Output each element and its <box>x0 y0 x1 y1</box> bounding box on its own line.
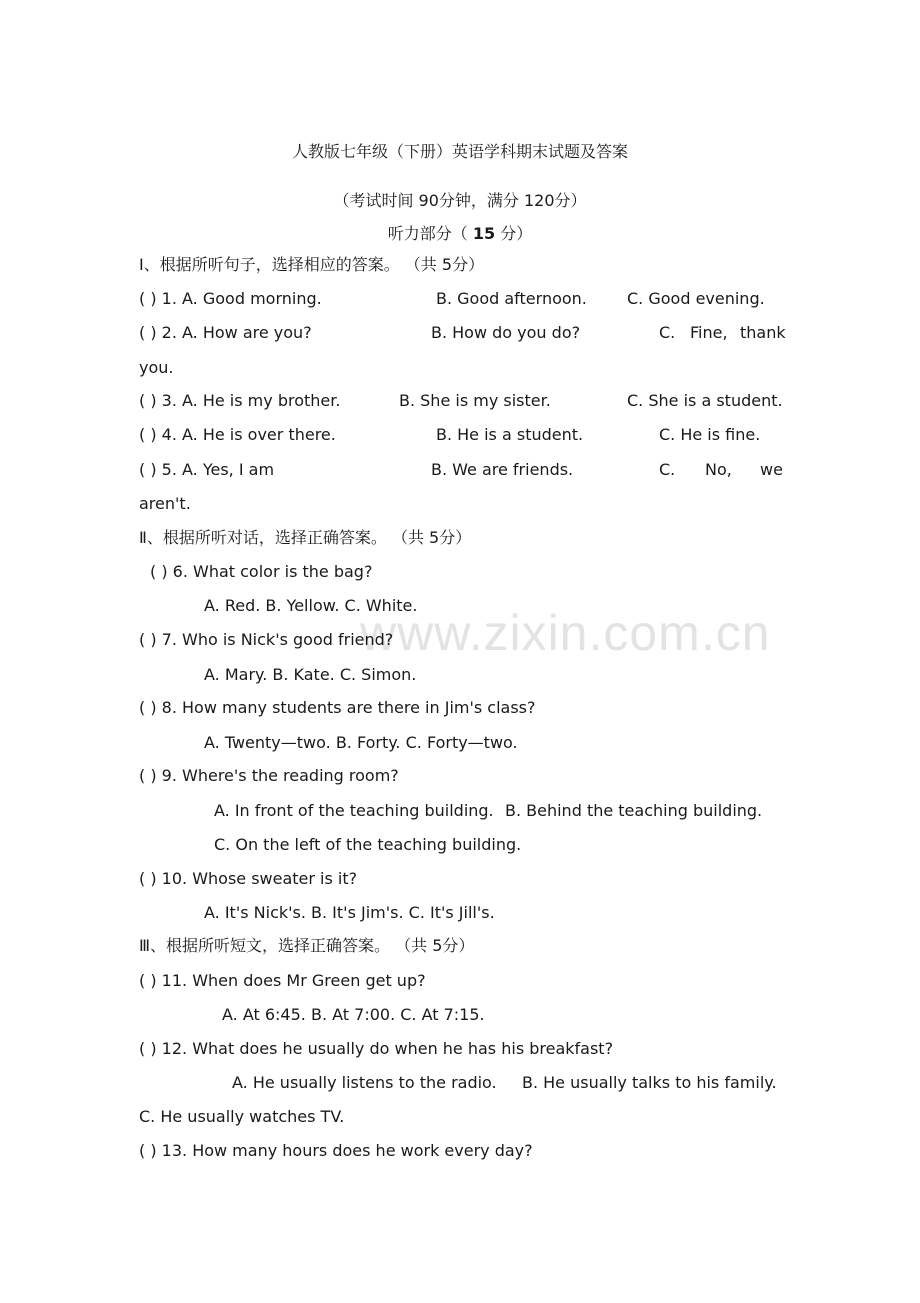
question-2-option-c-word1: Fine, <box>690 323 728 342</box>
watermark: www.zixin.com.cn <box>360 605 771 661</box>
listening-tail: 分） <box>500 224 533 243</box>
question-1-option-c: C. Good evening. <box>627 289 765 308</box>
question-8-options: A. Twenty—two. B. Forty. C. Forty—two. <box>204 733 518 752</box>
question-2-option-b: B. How do you do? <box>431 323 581 342</box>
question-13-stem: ( ) 13. How many hours does he work every day? <box>139 1141 533 1160</box>
question-2-option-c-letter: C. <box>659 323 676 342</box>
question-12-option-a: A. He usually listens to the radio. <box>232 1073 497 1092</box>
question-4-option-b: B. He is a student. <box>436 425 584 444</box>
page-title: 人教版七年级（下册）英语学科期末试题及答案 <box>291 142 628 161</box>
question-12-continuation: C. He usually watches TV. <box>139 1107 345 1126</box>
question-9-option-c: C. On the left of the teaching building. <box>214 835 522 854</box>
question-10-options: A. It's Nick's. B. It's Jim's. C. It's Jill's. <box>204 903 495 922</box>
exam-info: （考试时间 90分钟，满分 120分） <box>333 191 587 210</box>
question-11-stem: ( ) 11. When does Mr Green get up? <box>139 971 426 990</box>
question-1-stem: ( ) 1. A. Good morning. <box>139 289 322 308</box>
question-6-options: A. Red. B. Yellow. C. White. <box>204 596 418 615</box>
question-5-option-c-word2: we <box>760 460 783 479</box>
question-3-option-c: C. She is a student. <box>627 391 783 410</box>
question-2-option-c-word2: thank <box>740 323 786 342</box>
question-12-option-b: B. He usually talks to his family. <box>522 1073 777 1092</box>
question-5-option-c-word1: No, <box>705 460 732 479</box>
question-2-continuation: you. <box>139 358 174 377</box>
question-6-stem: ( ) 6. What color is the bag? <box>150 562 373 581</box>
section-2-heading: Ⅱ、根据所听对话，选择正确答案。 （共 5分） <box>139 528 472 547</box>
question-2-stem: ( ) 2. A. How are you? <box>139 323 312 342</box>
question-7-options: A. Mary. B. Kate. C. Simon. <box>204 665 417 684</box>
section-3-heading: Ⅲ、根据所听短文，选择正确答案。 （共 5分） <box>139 936 475 955</box>
question-12-stem: ( ) 12. What does he usually do when he has his breakfast? <box>139 1039 614 1058</box>
question-9-option-b: B. Behind the teaching building. <box>505 801 763 820</box>
question-8-stem: ( ) 8. How many students are there in Jim's class? <box>139 698 536 717</box>
question-5-continuation: aren't. <box>139 494 191 513</box>
question-10-stem: ( ) 10. Whose sweater is it? <box>139 869 358 888</box>
question-3-stem: ( ) 3. A. He is my brother. <box>139 391 341 410</box>
listening-score: 15 <box>472 224 496 243</box>
question-5-option-c-letter: C. <box>659 460 676 479</box>
question-4-stem: ( ) 4. A. He is over there. <box>139 425 336 444</box>
question-11-options: A. At 6:45. B. At 7:00. C. At 7:15. <box>222 1005 485 1024</box>
question-9-stem: ( ) 9. Where's the reading room? <box>139 766 399 785</box>
section-1-heading: Ⅰ、根据所听句子，选择相应的答案。 （共 5分） <box>139 255 485 274</box>
question-5-option-b: B. We are friends. <box>431 460 574 479</box>
listening-header <box>0 221 920 244</box>
question-5-stem: ( ) 5. A. Yes, I am <box>139 460 275 479</box>
question-3-option-b: B. She is my sister. <box>399 391 551 410</box>
question-1-option-b: B. Good afternoon. <box>436 289 587 308</box>
question-9-option-a: A. In front of the teaching building. <box>214 801 494 820</box>
listening-label: 听力部分（ <box>387 224 468 243</box>
question-4-option-c: C. He is fine. <box>659 425 761 444</box>
question-7-stem: ( ) 7. Who is Nick's good friend? <box>139 630 394 649</box>
